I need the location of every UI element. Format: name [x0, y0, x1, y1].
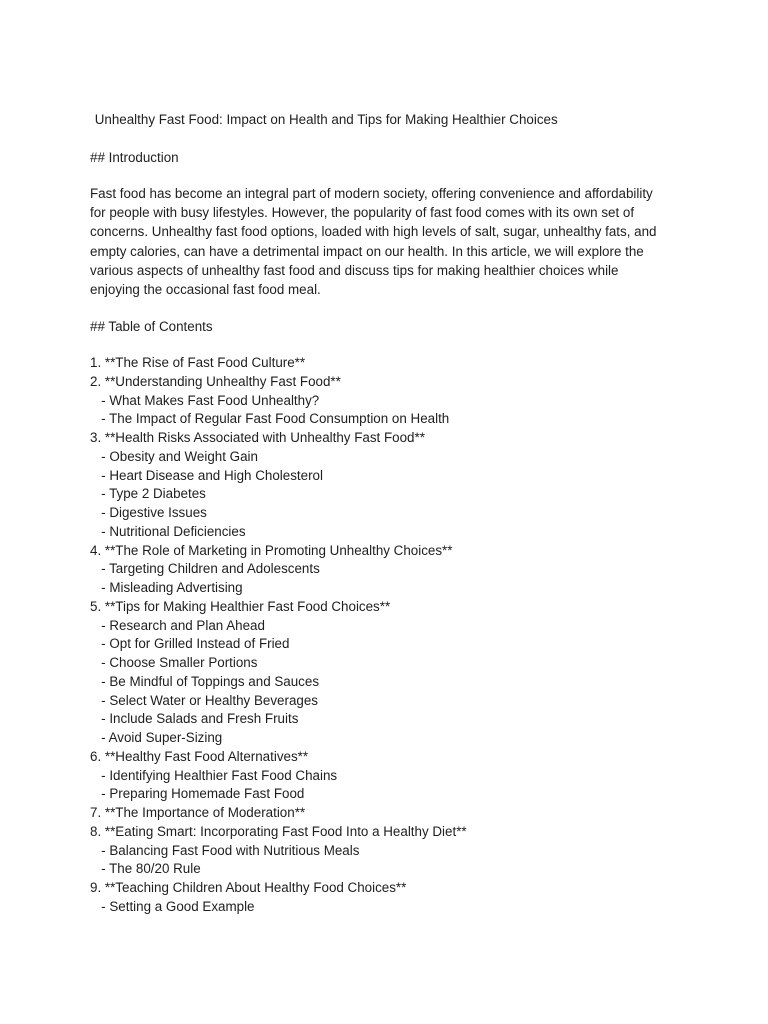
toc-subitem: - Be Mindful of Toppings and Sauces [90, 673, 320, 689]
paragraph-line: empty calories, can have a detrimental impact on our health. In this article, we will explore the [90, 243, 644, 259]
toc-subitem: - Obesity and Weight Gain [90, 448, 258, 464]
toc-subitem: - What Makes Fast Food Unhealthy? [90, 392, 320, 408]
toc-subitem: - Digestive Issues [90, 505, 207, 520]
toc-subitem: - Type 2 Diabetes [90, 486, 206, 502]
toc-item: 7. **The Importance of Moderation** [90, 805, 306, 820]
toc-subitem: - Choose Smaller Portions [90, 655, 258, 670]
paragraph-line: enjoying the occasional fast food meal. [90, 282, 321, 298]
introduction-heading: ## Introduction [90, 150, 179, 165]
paragraph-line: Fast food has become an integral part of modern society, offering convenience and affordability [90, 186, 653, 201]
toc-subitem: - Targeting Children and Adolescents [90, 561, 320, 577]
table-of-contents-heading: ## Table of Contents [90, 319, 213, 334]
toc-subitem: - Research and Plan Ahead [90, 617, 265, 633]
toc-item: 1. **The Rise of Fast Food Culture** [90, 355, 306, 370]
toc-item: 9. **Teaching Children About Healthy Food Choices** [90, 880, 407, 895]
introduction-paragraph [90, 184, 690, 299]
paragraph-line: various aspects of unhealthy fast food and discuss tips for making healthier choices while [90, 262, 619, 278]
toc-subitem: - Setting a Good Example [90, 898, 255, 914]
toc-subitem: - Select Water or Healthy Beverages [90, 692, 318, 708]
toc-subitem: - Avoid Super-Sizing [90, 730, 223, 745]
toc-subitem: - Opt for Grilled Instead of Fried [90, 636, 290, 652]
toc-item: 8. **Eating Smart: Incorporating Fast Food Into a Healthy Diet** [90, 823, 467, 839]
toc-item: 4. **The Role of Marketing in Promoting Unhealthy Choices** [90, 542, 453, 558]
toc-item: 3. **Health Risks Associated with Unhealthy Fast Food** [90, 430, 425, 445]
document-title: Unhealthy Fast Food: Impact on Health and Tips for Making Healthier Choices [91, 112, 558, 127]
toc-item: 6. **Healthy Fast Food Alternatives** [90, 748, 309, 764]
toc-subitem: - The 80/20 Rule [90, 861, 201, 877]
toc-subitem: - Nutritional Deficiencies [90, 523, 246, 539]
table-of-contents-list [90, 354, 467, 917]
paragraph-line: for people with busy lifestyles. However, the popularity of fast food comes with its own set of [90, 205, 635, 221]
toc-subitem: - Include Salads and Fresh Fruits [90, 711, 299, 727]
toc-subitem: - Misleading Advertising [90, 580, 243, 595]
toc-subitem: - Balancing Fast Food with Nutritious Meals [90, 842, 360, 858]
toc-subitem: - Heart Disease and High Cholesterol [90, 467, 323, 483]
toc-subitem: - Preparing Homemade Fast Food [90, 786, 305, 802]
toc-item: 2. **Understanding Unhealthy Fast Food** [90, 373, 341, 389]
toc-subitem: - The Impact of Regular Fast Food Consumption on Health [90, 411, 450, 427]
toc-item: 5. **Tips for Making Healthier Fast Food Choices** [90, 598, 391, 614]
toc-subitem: - Identifying Healthier Fast Food Chains [90, 767, 338, 783]
paragraph-line: concerns. Unhealthy fast food options, loaded with high levels of salt, sugar, unhealthy fats, and [90, 224, 657, 240]
